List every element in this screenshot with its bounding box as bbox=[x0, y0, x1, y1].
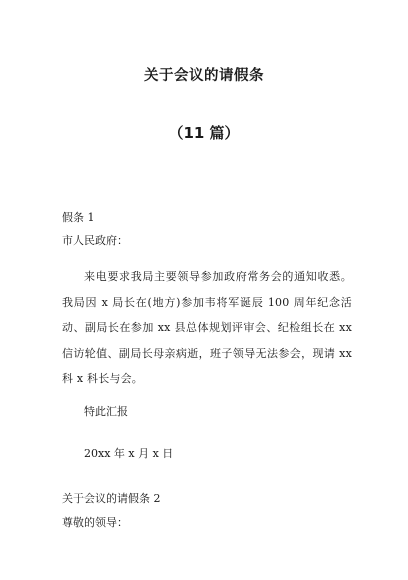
body-paragraph: 来电要求我局主要领导参加政府常务会的通知收悉。我局因 x 局长在(地方)参加韦将军诞辰 100 周年纪念活动、副局长在参加 xx 县总体规划评审会、纪检组长在 xx 信访轮值、副局长母亲病逝，班子领导无法参会，现请 xx 科 x 科长与会。 bbox=[62, 270, 352, 385]
section-heading: 假条 1 bbox=[62, 211, 95, 224]
closing-line: 特此汇报 bbox=[84, 405, 128, 418]
document-subtitle: （11 篇） bbox=[168, 124, 240, 142]
salutation: 市人民政府： bbox=[62, 234, 128, 247]
section-heading: 关于会议的请假条 2 bbox=[62, 492, 161, 505]
date-line: 20xx 年 x 月 x 日 bbox=[84, 447, 174, 460]
salutation: 尊敬的领导： bbox=[62, 516, 128, 529]
document-title: 关于会议的请假条 bbox=[144, 68, 264, 84]
